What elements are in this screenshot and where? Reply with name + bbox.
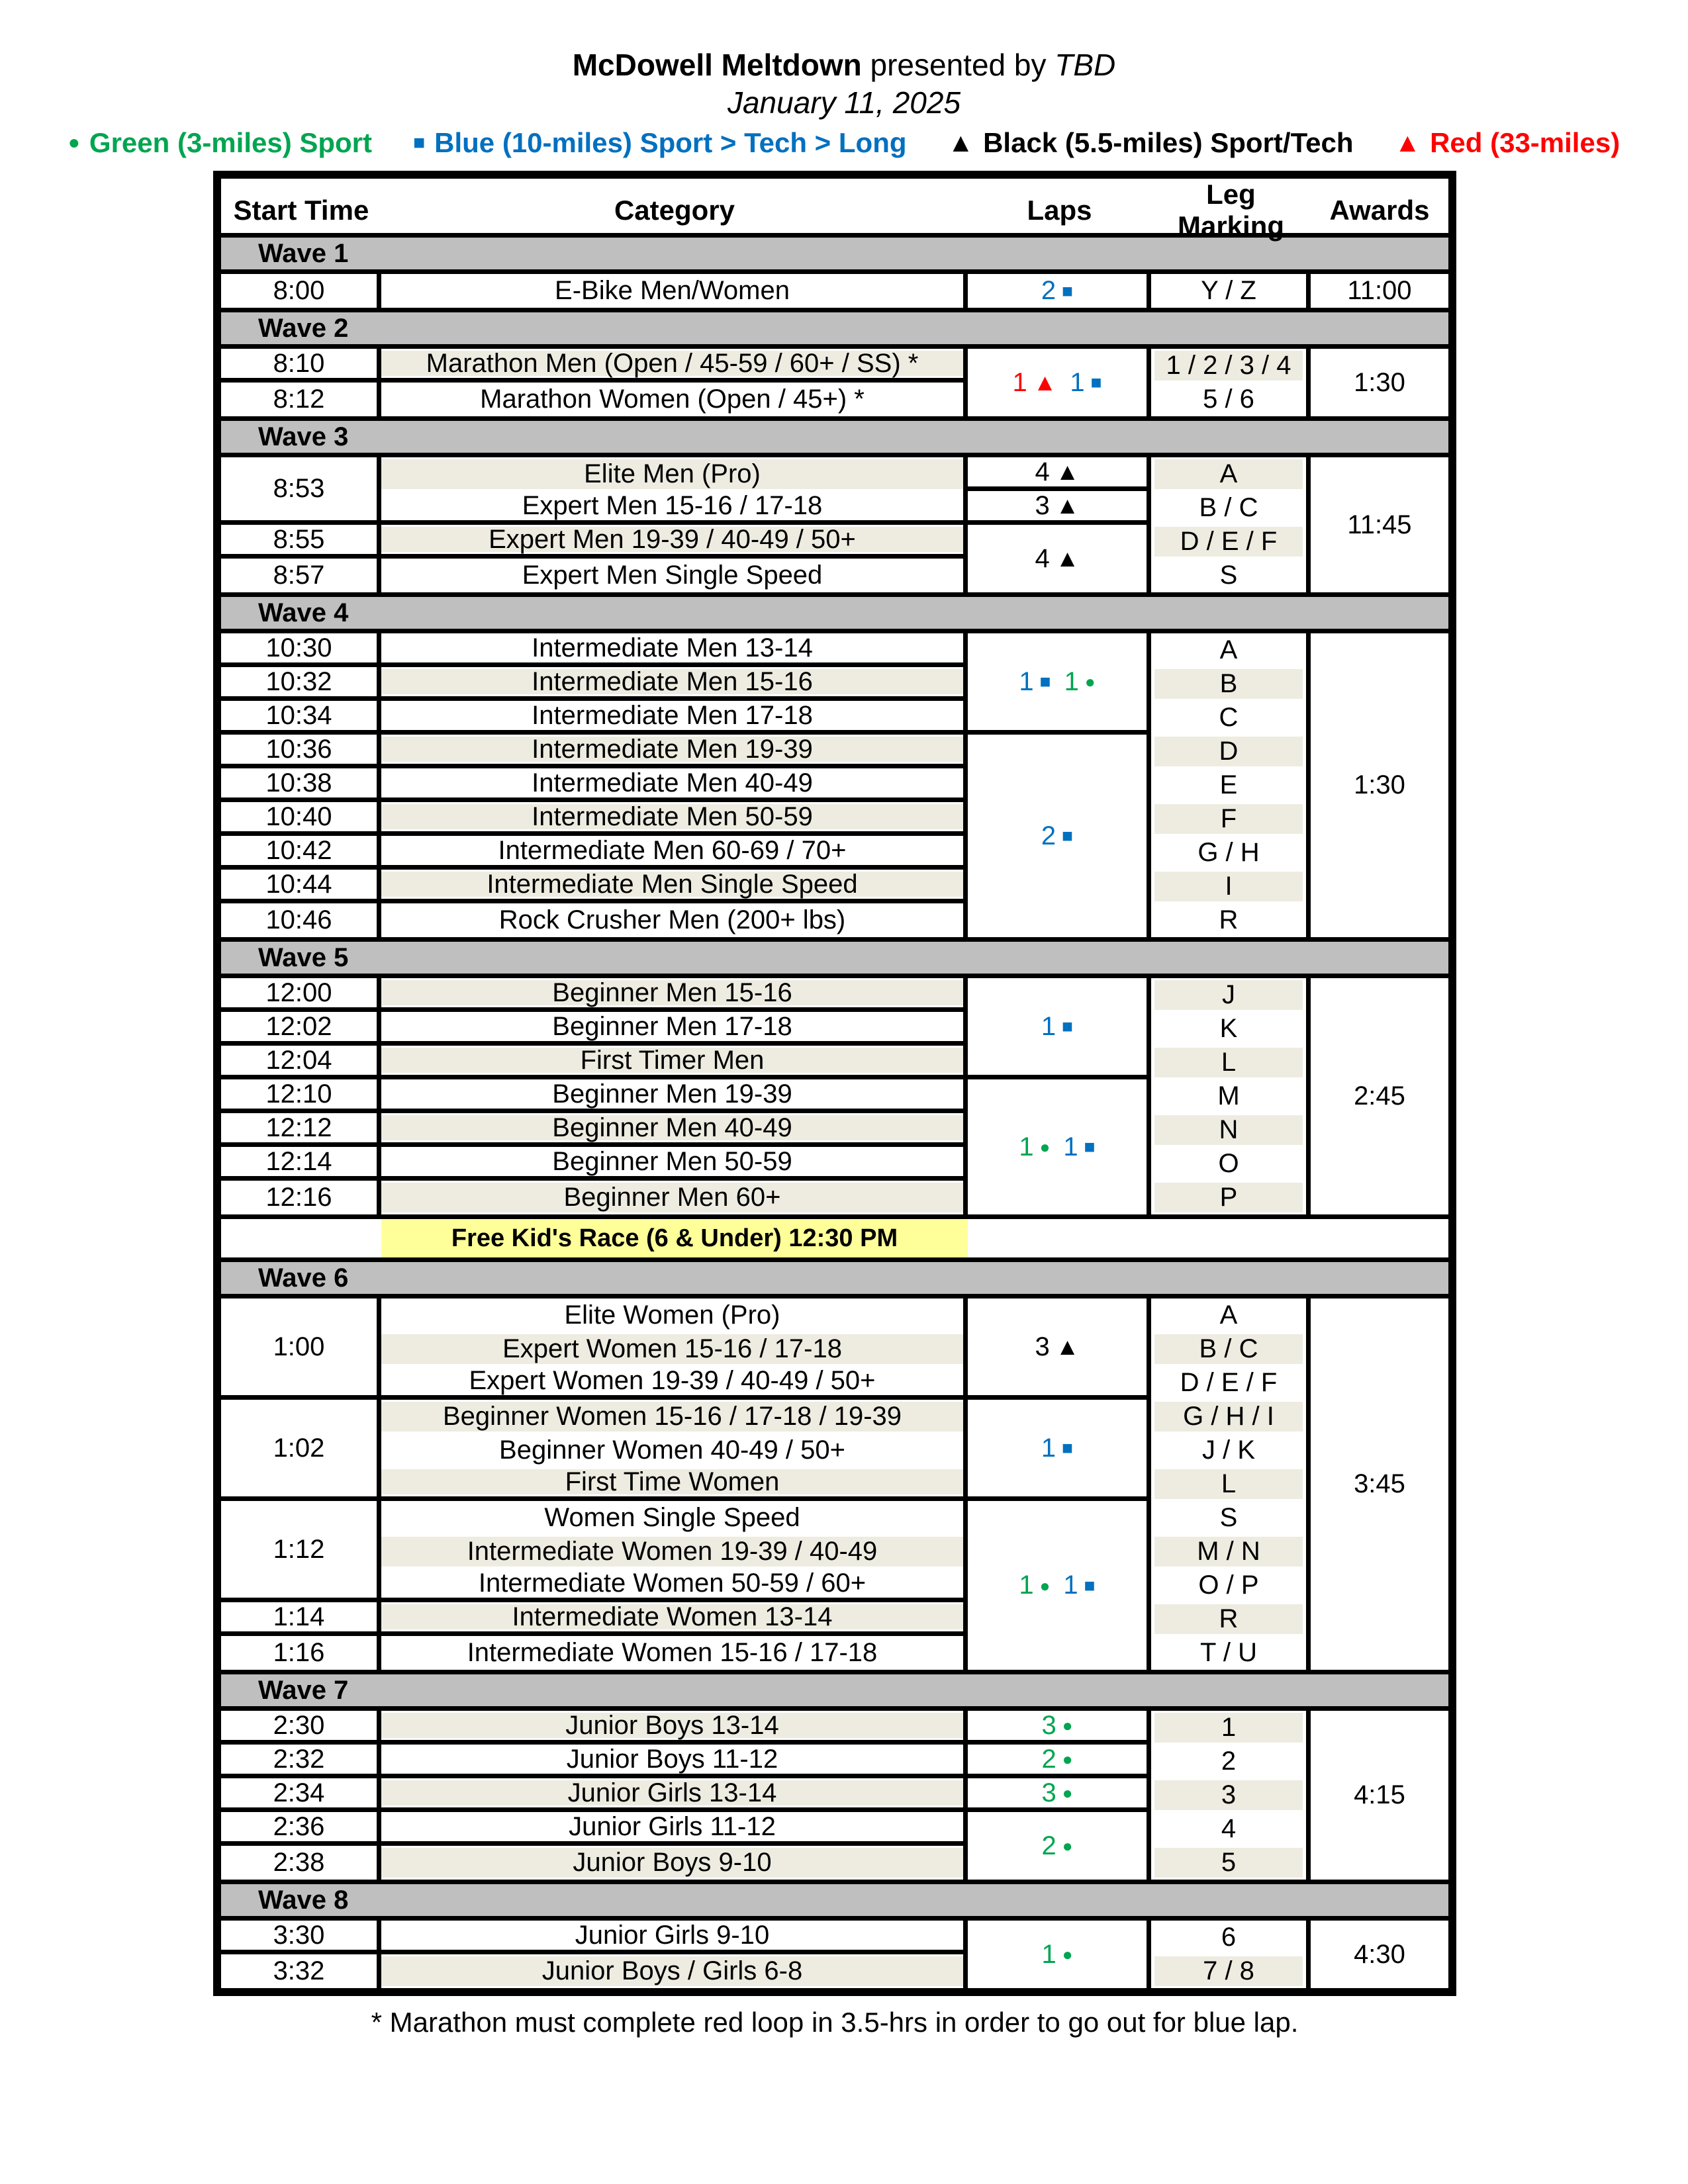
wave-band (221, 416, 1448, 457)
green-circle-icon: ● (68, 132, 80, 154)
start-time-cell: 10:42 (221, 836, 381, 870)
leg-marking-cell: M / N (1154, 1537, 1303, 1567)
lap-count: 3 (1035, 490, 1050, 520)
lap-count: 4 (1035, 457, 1050, 486)
lap-count: 2 (1041, 821, 1056, 850)
event-name: McDowell Meltdown (572, 48, 862, 82)
black-triangle-icon: ▲ (947, 128, 974, 158)
category-cell: Beginner Women 40-49 / 50+ (499, 1435, 845, 1465)
laps-cell (968, 525, 1151, 592)
start-time-cell: 1:02 (221, 1400, 381, 1501)
category-cell: Junior Boys 11-12 (566, 1744, 778, 1774)
lap-count: 1 (1019, 666, 1034, 696)
start-time-cell: 1:12 (221, 1501, 381, 1602)
red-triangle-icon: ▲ (1033, 369, 1057, 396)
start-time-cell: 12:16 (221, 1181, 381, 1214)
leg-marking-cell: A (1154, 459, 1303, 489)
lap-count: 2 (1041, 276, 1056, 305)
leg-marking-cell: 6 (1221, 1923, 1237, 1952)
start-time-cell: 10:32 (221, 667, 381, 701)
wave-rows (221, 457, 1448, 592)
awards-cell: 3:45 (1311, 1298, 1448, 1670)
laps-cell (968, 274, 1151, 308)
legend-label-red: Red (33-miles) (1430, 127, 1620, 158)
leg-marking-cell: S (1219, 1503, 1238, 1532)
start-time-cell: 8:55 (221, 525, 381, 559)
leg-marking-cell: D / E / F (1180, 1368, 1278, 1397)
column-header-category: Category (614, 195, 735, 226)
lap-group-part (1019, 1132, 1050, 1162)
lap-count: 1 (1063, 1132, 1078, 1161)
category-cell: Marathon Men (Open / 45-59 / 60+ / SS) * (381, 351, 963, 376)
lap-group-part (1041, 1433, 1073, 1463)
table-body (221, 233, 1448, 1988)
blue-square-icon: ■ (1062, 1437, 1074, 1458)
wave-label: Wave 8 (258, 1885, 349, 1915)
start-time-cell: 10:34 (221, 701, 381, 735)
wave-label: Wave 1 (258, 238, 349, 268)
leg-marking-cell: D / E / F (1154, 527, 1303, 557)
wave-rows (221, 633, 1448, 937)
start-time-cell: 2:36 (221, 1812, 381, 1846)
lap-count: 1 (1064, 666, 1079, 696)
awards-cell: 1:30 (1311, 349, 1448, 416)
lap-group-part (1042, 1778, 1073, 1808)
wave-label: Wave 3 (258, 422, 349, 451)
category-cell: Intermediate Women 50-59 / 60+ (478, 1568, 867, 1598)
wave-label: Wave 4 (258, 598, 349, 627)
lap-count: 1 (1012, 367, 1027, 397)
category-cell: Intermediate Men 50-59 (381, 804, 963, 829)
lap-count: 1 (1041, 1011, 1056, 1041)
laps-cell (968, 1079, 1151, 1214)
black-triangle-icon: ▲ (1055, 492, 1080, 519)
start-time-cell: 10:40 (221, 802, 381, 836)
kids-empty-cell (968, 1219, 1448, 1257)
category-cell: Intermediate Men 13-14 (532, 633, 813, 662)
green-circle-icon: ● (1062, 1836, 1073, 1856)
lap-group-part (1019, 1570, 1050, 1600)
laps-cell (968, 1778, 1151, 1812)
start-time-cell: 2:34 (221, 1778, 381, 1812)
start-time-cell: 8:57 (221, 559, 381, 592)
green-circle-icon: ● (1039, 1137, 1051, 1157)
wave-rows (221, 978, 1448, 1214)
wave-band (221, 1670, 1448, 1711)
leg-marking-cell: P (1154, 1183, 1303, 1212)
start-time-cell: 8:12 (221, 383, 381, 416)
leg-marking-cell: D (1154, 737, 1303, 766)
lap-group-part (1035, 1332, 1080, 1362)
start-time-cell: 8:00 (221, 274, 381, 308)
lap-group-part (1035, 457, 1080, 487)
lap-count: 2 (1041, 1831, 1056, 1860)
leg-marking-cell: 7 / 8 (1154, 1956, 1303, 1986)
category-cell: First Timer Men (381, 1048, 963, 1073)
leg-marking-cell: F (1154, 804, 1303, 834)
lap-group-part (1064, 667, 1096, 697)
leg-marking-cell: B / C (1199, 493, 1258, 522)
lap-group-part (1063, 1132, 1095, 1162)
green-circle-icon: ● (1039, 1575, 1051, 1596)
start-time-cell: 8:53 (221, 457, 381, 525)
leg-marking-cell: L (1154, 1048, 1303, 1077)
lap-count: 2 (1041, 1744, 1056, 1774)
lap-group-part (1041, 276, 1073, 306)
blue-square-icon: ■ (1062, 1016, 1074, 1036)
category-cell: Junior Girls 9-10 (575, 1920, 770, 1950)
laps-cell (968, 1745, 1151, 1778)
lap-count: 1 (1019, 1570, 1034, 1600)
category-cell: Elite Men (Pro) (381, 459, 963, 489)
laps-cell (968, 1921, 1151, 1988)
leg-marking-cell: C (1219, 703, 1239, 732)
leg-marking-cell: A (1219, 1300, 1238, 1330)
laps-cell (968, 1501, 1151, 1670)
start-time-cell: 1:16 (221, 1636, 381, 1670)
lap-count: 1 (1041, 1939, 1056, 1969)
green-circle-icon: ● (1062, 1944, 1073, 1964)
category-cell: Intermediate Women 13-14 (381, 1604, 963, 1629)
leg-marking-cell: 1 / 2 / 3 / 4 (1154, 351, 1303, 381)
laps-cell (968, 1400, 1151, 1501)
start-time-cell: 3:30 (221, 1921, 381, 1954)
leg-marking-cell: K (1219, 1014, 1238, 1043)
leg-marking-cell: 3 (1154, 1780, 1303, 1810)
lap-group-part (1041, 1012, 1073, 1042)
category-cell: Beginner Women 15-16 / 17-18 / 19-39 (381, 1402, 963, 1432)
lap-group-part (1063, 1570, 1095, 1600)
wave-label: Wave 5 (258, 942, 349, 972)
kids-race-label: Free Kid's Race (6 & Under) 12:30 PM (381, 1219, 968, 1257)
leg-marking-cell: I (1154, 872, 1303, 901)
blue-square-icon: ■ (1062, 280, 1074, 301)
lap-group-part (1035, 544, 1080, 574)
black-triangle-icon: ▲ (1055, 545, 1080, 572)
category-cell: Women Single Speed (544, 1503, 800, 1532)
start-time-cell: 10:36 (221, 735, 381, 768)
lap-count: 3 (1035, 1332, 1050, 1361)
start-time-cell: 12:14 (221, 1147, 381, 1181)
category-cell: Intermediate Men 40-49 (532, 768, 813, 797)
event-date: January 11, 2025 (727, 85, 961, 120)
start-time-cell: 10:38 (221, 768, 381, 802)
blue-square-icon: ■ (1084, 1574, 1096, 1596)
start-time-cell: 8:10 (221, 349, 381, 383)
leg-marking-cell: G / H / I (1154, 1402, 1303, 1432)
start-time-cell: 10:30 (221, 633, 381, 667)
category-cell: Intermediate Women 19-39 / 40-49 (381, 1537, 963, 1567)
start-time-cell: 10:46 (221, 903, 381, 937)
presenter-name: TBD (1055, 48, 1116, 82)
legend-label-blue: Blue (10-miles) Sport > Tech > Long (434, 127, 907, 158)
kids-empty-cell (221, 1219, 381, 1257)
blue-square-icon: ■ (413, 132, 426, 154)
start-time-cell: 2:32 (221, 1745, 381, 1778)
laps-cell (968, 978, 1151, 1079)
legend-item-green (68, 126, 372, 160)
category-cell: Beginner Men 17-18 (552, 1011, 792, 1041)
wave-band (221, 1880, 1448, 1921)
laps-cell (968, 349, 1151, 416)
category-cell: Junior Girls 13-14 (381, 1780, 963, 1805)
start-time-cell: 1:00 (221, 1298, 381, 1400)
laps-cell (968, 491, 1151, 525)
category-cell: Marathon Women (Open / 45+) * (480, 385, 865, 414)
laps-cell (968, 633, 1151, 735)
wave-band (221, 308, 1448, 349)
start-time-cell: 10:44 (221, 870, 381, 903)
awards-cell: 2:45 (1311, 978, 1448, 1214)
column-header-awards: Awards (1329, 195, 1430, 226)
category-cell: Junior Boys 9-10 (381, 1848, 963, 1878)
lap-group-part (1042, 1745, 1073, 1774)
lap-group-part (1042, 1831, 1073, 1861)
blue-square-icon: ■ (1084, 1136, 1096, 1157)
start-time-cell: 12:04 (221, 1046, 381, 1079)
category-cell: Intermediate Men Single Speed (381, 872, 963, 897)
lap-count: 4 (1035, 543, 1050, 573)
laps-cell (968, 1711, 1151, 1745)
legend-item-blue (413, 126, 906, 160)
green-circle-icon: ● (1084, 672, 1096, 692)
category-cell: Beginner Men 19-39 (552, 1079, 792, 1109)
leg-marking-cell: 2 (1221, 1747, 1237, 1776)
wave-rows (221, 349, 1448, 416)
start-time-cell: 12:02 (221, 1012, 381, 1046)
category-cell: Intermediate Women 15-16 / 17-18 (467, 1638, 878, 1667)
blue-square-icon: ■ (1039, 671, 1051, 692)
category-cell: Expert Men 19-39 / 40-49 / 50+ (381, 527, 963, 552)
lap-group-part (1042, 1940, 1073, 1970)
leg-marking-cell: S (1219, 561, 1238, 590)
leg-marking-cell: R (1219, 905, 1239, 934)
category-cell: Expert Women 15-16 / 17-18 (381, 1334, 963, 1364)
category-cell: Expert Men Single Speed (522, 561, 823, 590)
start-time-cell: 12:10 (221, 1079, 381, 1113)
leg-marking-cell: O / P (1198, 1570, 1259, 1600)
leg-marking-cell: R (1154, 1604, 1303, 1634)
leg-marking-cell: G / H (1197, 838, 1260, 867)
green-circle-icon: ● (1062, 1749, 1073, 1769)
category-cell: Beginner Men 40-49 (381, 1115, 963, 1140)
awards-cell: 4:30 (1311, 1921, 1448, 1988)
leg-marking-cell: N (1154, 1115, 1303, 1145)
category-cell: Beginner Men 15-16 (381, 980, 963, 1005)
category-cell: Expert Men 15-16 / 17-18 (522, 490, 823, 520)
leg-marking-cell: T / U (1200, 1638, 1257, 1667)
legend-label-black: Black (5.5-miles) Sport/Tech (983, 127, 1354, 158)
wave-label: Wave 7 (258, 1675, 349, 1705)
leg-marking-cell: E (1219, 770, 1238, 799)
table-header (221, 179, 1448, 242)
leg-marking-cell: J / K (1201, 1435, 1256, 1465)
presented-by-text: presented by (870, 48, 1047, 82)
wave-label: Wave 2 (258, 313, 349, 343)
laps-cell (968, 457, 1151, 491)
wave-rows (221, 274, 1448, 308)
column-header-laps: Laps (1027, 195, 1092, 226)
legend-item-black (948, 126, 1354, 160)
wave-rows (221, 1921, 1448, 1988)
laps-cell (968, 1298, 1151, 1400)
category-cell: Intermediate Men 15-16 (381, 669, 963, 694)
red-triangle-icon: ▲ (1394, 128, 1421, 158)
leg-marking-cell: M (1217, 1081, 1240, 1111)
lap-group-part (1042, 1711, 1073, 1741)
wave-label: Wave 6 (258, 1263, 349, 1293)
category-cell: Junior Boys 13-14 (381, 1713, 963, 1738)
leg-marking-cell: B (1154, 669, 1303, 699)
start-time-cell: 12:00 (221, 978, 381, 1012)
lap-count: 3 (1041, 1710, 1056, 1740)
legend (0, 126, 1688, 160)
lap-group-part (1041, 821, 1073, 851)
start-time-cell: 3:32 (221, 1954, 381, 1988)
category-cell: First Time Women (381, 1469, 963, 1494)
category-cell: Expert Women 19-39 / 40-49 / 50+ (469, 1365, 876, 1395)
lap-count: 3 (1041, 1778, 1056, 1807)
legend-label-green: Green (3-miles) Sport (89, 127, 373, 158)
leg-marking-cell: 5 / 6 (1203, 385, 1254, 414)
laps-cell (968, 1812, 1151, 1880)
lap-group-part (1070, 368, 1102, 398)
awards-cell: 11:45 (1311, 457, 1448, 592)
leg-marking-cell: O (1218, 1149, 1239, 1178)
wave-rows (221, 1711, 1448, 1880)
lap-count: 1 (1019, 1132, 1034, 1161)
awards-cell: 11:00 (1311, 274, 1448, 308)
category-cell: Beginner Men 50-59 (552, 1146, 792, 1176)
start-time-cell: 12:12 (221, 1113, 381, 1147)
lap-count: 1 (1063, 1570, 1078, 1600)
legend-item-red (1395, 126, 1620, 160)
lap-group-part (1019, 667, 1051, 697)
black-triangle-icon: ▲ (1055, 458, 1080, 485)
leg-marking-cell: 5 (1154, 1848, 1303, 1878)
category-cell: Intermediate Men 19-39 (381, 737, 963, 762)
blue-square-icon: ■ (1062, 825, 1074, 846)
lap-count: 1 (1041, 1433, 1056, 1463)
wave-rows (221, 1298, 1448, 1670)
wave-band (221, 592, 1448, 633)
column-header-start-time: Start Time (233, 195, 369, 226)
green-circle-icon: ● (1062, 1783, 1073, 1803)
race-table (213, 171, 1456, 1996)
laps-cell (968, 735, 1151, 937)
start-time-cell: 2:30 (221, 1711, 381, 1745)
blue-square-icon: ■ (1090, 372, 1102, 392)
leg-marking-cell: 1 (1154, 1713, 1303, 1743)
page-title (0, 0, 1688, 84)
green-circle-icon: ● (1062, 1715, 1073, 1735)
wave-band (221, 937, 1448, 978)
category-cell: Intermediate Men 17-18 (532, 700, 813, 730)
lap-group-part (1035, 491, 1080, 521)
category-cell: E-Bike Men/Women (555, 276, 790, 305)
lap-count: 1 (1070, 367, 1085, 397)
leg-marking-cell: B / C (1154, 1334, 1303, 1364)
start-time-cell: 1:14 (221, 1602, 381, 1636)
category-cell: Junior Boys / Girls 6-8 (381, 1956, 963, 1986)
leg-marking-cell: J (1154, 980, 1303, 1010)
category-cell: Beginner Men 60+ (381, 1183, 963, 1212)
start-time-cell: 2:38 (221, 1846, 381, 1880)
leg-marking-cell: 4 (1221, 1814, 1237, 1843)
wave-band (221, 1257, 1448, 1298)
category-cell: Rock Crusher Men (200+ lbs) (498, 905, 846, 934)
column-header-leg-marking: Leg Marking (1177, 179, 1285, 242)
category-cell: Intermediate Men 60-69 / 70+ (498, 835, 847, 865)
category-cell: Junior Girls 11-12 (569, 1811, 776, 1841)
leg-marking-cell: L (1154, 1469, 1303, 1499)
awards-cell: 1:30 (1311, 633, 1448, 937)
leg-marking-cell: Y / Z (1201, 276, 1256, 305)
lap-group-part (1012, 368, 1056, 398)
awards-cell: 4:15 (1311, 1711, 1448, 1880)
leg-marking-cell: A (1219, 635, 1238, 664)
kids-race-row (221, 1214, 1448, 1257)
black-triangle-icon: ▲ (1055, 1333, 1080, 1360)
footnote: * Marathon must complete red loop in 3.5-hrs in order to go out for blue lap. (371, 2007, 1299, 2038)
category-cell: Elite Women (Pro) (564, 1300, 780, 1330)
